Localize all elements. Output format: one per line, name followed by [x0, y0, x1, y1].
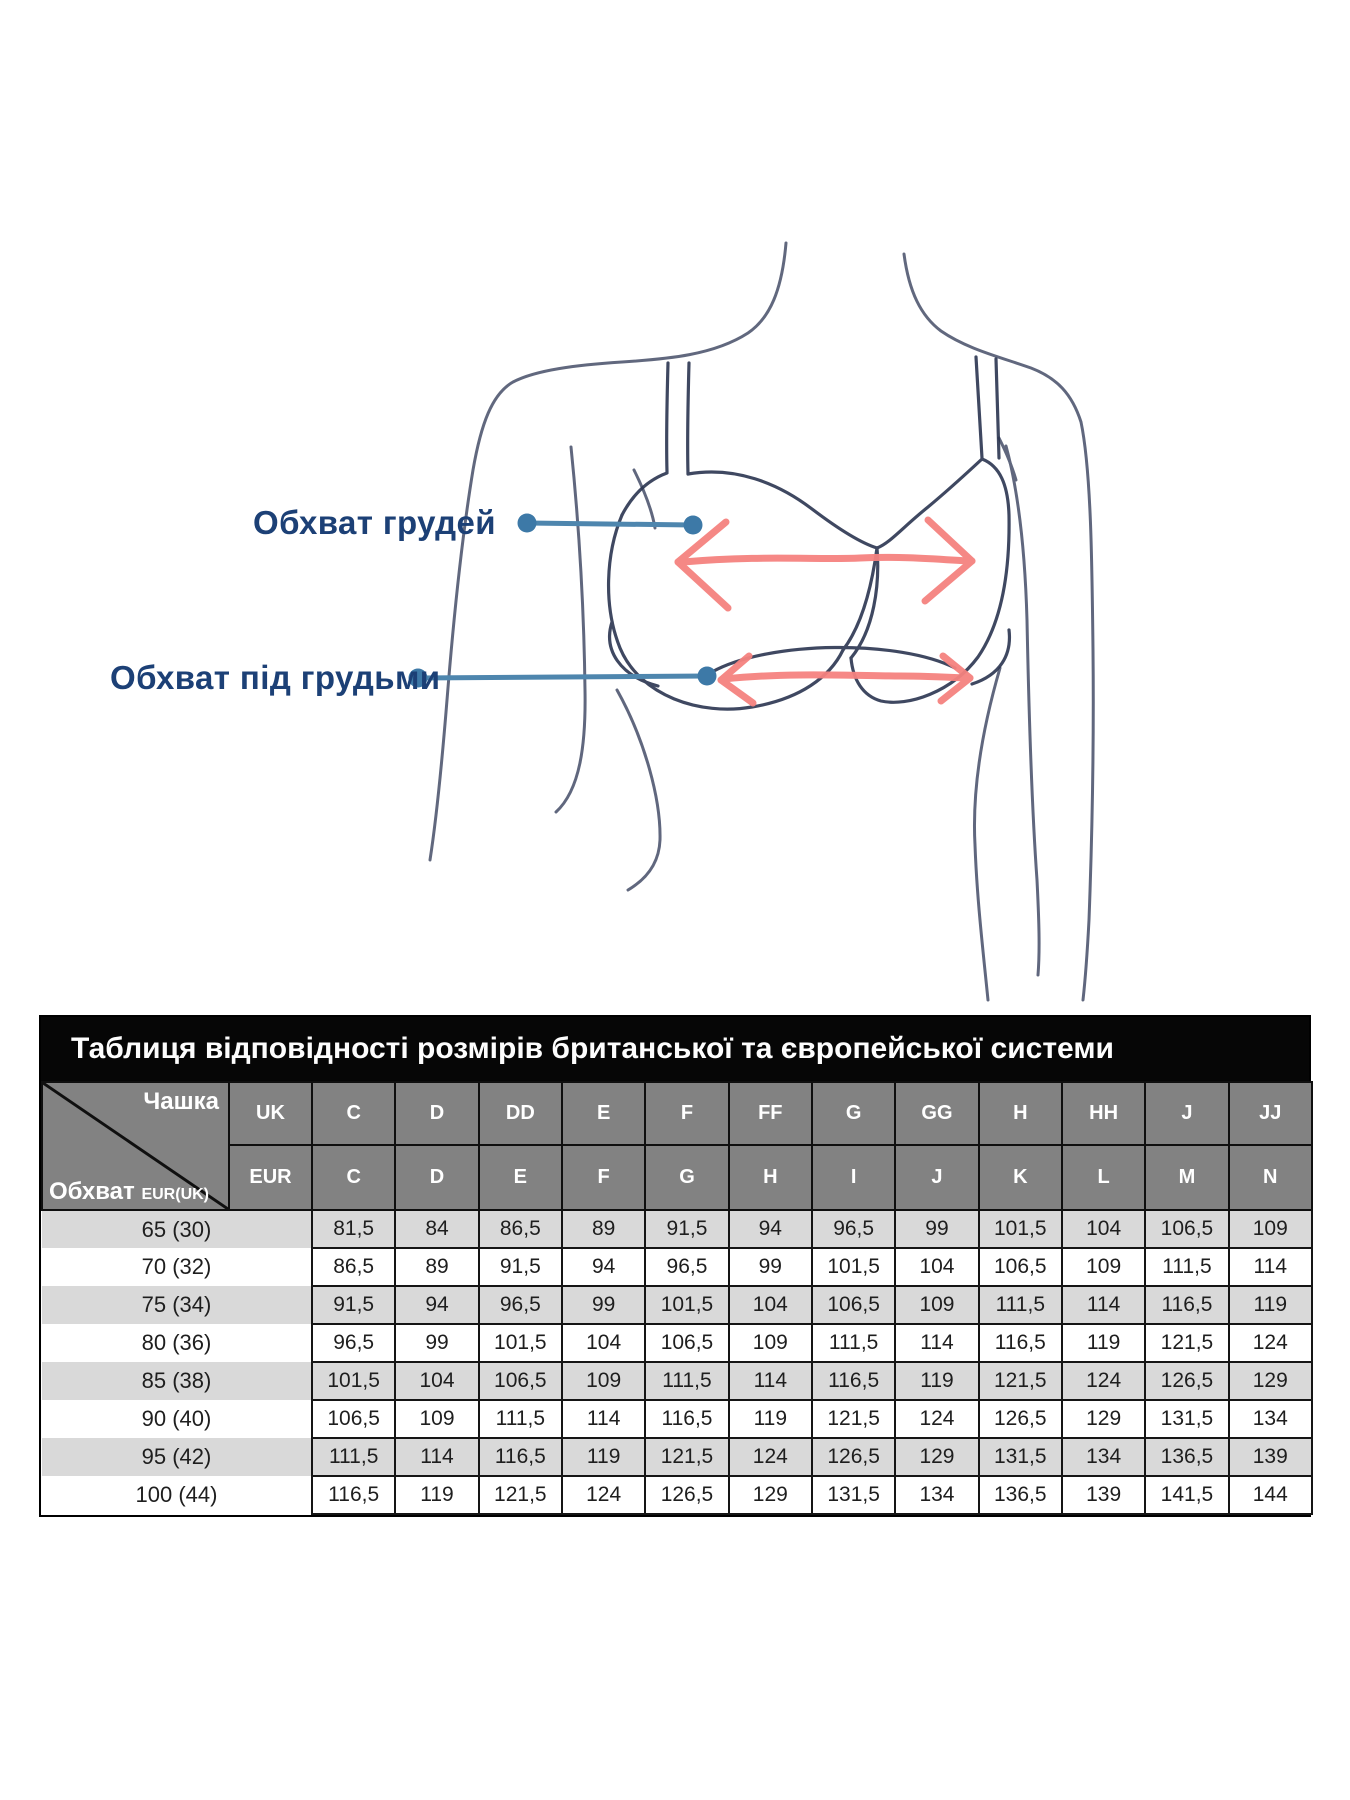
table-row [42, 1324, 1312, 1362]
eur-cup-header: D [395, 1145, 478, 1210]
eur-cup-header: N [1229, 1145, 1312, 1210]
measurement-cell: 111,5 [479, 1400, 562, 1438]
measurement-cell: 99 [562, 1286, 645, 1324]
band-size-label: 80 (36) [42, 1324, 312, 1362]
measurement-cell: 106,5 [479, 1362, 562, 1400]
measurement-cell: 109 [1062, 1248, 1145, 1286]
measurement-cell: 116,5 [979, 1324, 1062, 1362]
corner-cell [42, 1082, 229, 1210]
measurement-cell: 121,5 [1145, 1324, 1228, 1362]
measurement-cell: 134 [1062, 1438, 1145, 1476]
table-title: Таблиця відповідності розмірів британської та європейської системи [71, 1032, 1114, 1065]
measurement-cell: 131,5 [979, 1438, 1062, 1476]
measurement-cell: 81,5 [312, 1210, 395, 1248]
measurement-cell: 84 [395, 1210, 478, 1248]
measurement-cell: 109 [395, 1400, 478, 1438]
measurement-cell: 116,5 [812, 1362, 895, 1400]
measurement-cell: 86,5 [479, 1210, 562, 1248]
measurement-cell: 104 [729, 1286, 812, 1324]
bust-girth-label: Обхват грудей [253, 504, 496, 541]
measurement-cell: 121,5 [979, 1362, 1062, 1400]
uk-cup-header: H [979, 1082, 1062, 1145]
measurement-cell: 131,5 [1145, 1400, 1228, 1438]
figure-line-art [430, 243, 1093, 1000]
measurement-cell: 121,5 [645, 1438, 728, 1476]
measurement-cell: 124 [729, 1438, 812, 1476]
measurement-cell: 99 [395, 1324, 478, 1362]
measurement-cell: 144 [1229, 1476, 1312, 1514]
underbust-measure-arrow [721, 656, 970, 703]
eur-cup-header: K [979, 1145, 1062, 1210]
uk-cup-header: J [1145, 1082, 1228, 1145]
measurement-cell: 96,5 [645, 1248, 728, 1286]
uk-cup-header: HH [1062, 1082, 1145, 1145]
underbust-girth-label: Обхват під грудьми [110, 659, 441, 696]
measurement-cell: 89 [395, 1248, 478, 1286]
eur-system-label: EUR [229, 1145, 312, 1210]
uk-system-label: UK [229, 1082, 312, 1145]
measurement-cell: 126,5 [812, 1438, 895, 1476]
measurement-cell: 121,5 [479, 1476, 562, 1514]
measurement-cell: 114 [895, 1324, 978, 1362]
measurement-cell: 104 [395, 1362, 478, 1400]
measurement-cell: 86,5 [312, 1248, 395, 1286]
uk-cup-header: D [395, 1082, 478, 1145]
measurement-cell: 119 [395, 1476, 478, 1514]
measurement-cell: 106,5 [312, 1400, 395, 1438]
measurement-cell: 119 [729, 1400, 812, 1438]
eur-cup-header: M [1145, 1145, 1228, 1210]
measurement-cell: 106,5 [645, 1324, 728, 1362]
measurement-cell: 124 [895, 1400, 978, 1438]
measurement-cell: 111,5 [645, 1362, 728, 1400]
measurement-cell: 116,5 [1145, 1286, 1228, 1324]
measurement-cell: 114 [729, 1362, 812, 1400]
measurement-cell: 111,5 [812, 1324, 895, 1362]
uk-cup-header: C [312, 1082, 395, 1145]
measurement-cell: 139 [1062, 1476, 1145, 1514]
measurement-cell: 96,5 [479, 1286, 562, 1324]
band-size-label: 70 (32) [42, 1248, 312, 1286]
table-row [42, 1438, 1312, 1476]
corner-girth-label: Обхват EUR(UK) [49, 1178, 209, 1205]
eur-cup-header: I [812, 1145, 895, 1210]
measurement-cell: 114 [1229, 1248, 1312, 1286]
band-size-label: 90 (40) [42, 1400, 312, 1438]
measurement-cell: 116,5 [479, 1438, 562, 1476]
measurement-cell: 129 [1062, 1400, 1145, 1438]
bust-callout-line [518, 514, 703, 535]
table-row [42, 1400, 1312, 1438]
measurement-cell: 109 [729, 1324, 812, 1362]
measurement-cell: 141,5 [1145, 1476, 1228, 1514]
measurement-cell: 111,5 [312, 1438, 395, 1476]
measurement-cell: 126,5 [645, 1476, 728, 1514]
measurement-cell: 109 [1229, 1210, 1312, 1248]
measurement-cell: 124 [562, 1476, 645, 1514]
corner-cup-label: Чашка [143, 1088, 219, 1115]
measurement-cell: 96,5 [312, 1324, 395, 1362]
measurement-cell: 119 [1062, 1324, 1145, 1362]
uk-cup-header: FF [729, 1082, 812, 1145]
measurement-cell: 94 [562, 1248, 645, 1286]
eur-cup-header: J [895, 1145, 978, 1210]
band-size-label: 85 (38) [42, 1362, 312, 1400]
measurement-cell: 124 [1229, 1324, 1312, 1362]
measurement-cell: 94 [729, 1210, 812, 1248]
uk-cup-header: JJ [1229, 1082, 1312, 1145]
uk-cup-header: GG [895, 1082, 978, 1145]
eur-cup-header: L [1062, 1145, 1145, 1210]
measurement-cell: 94 [395, 1286, 478, 1324]
table-row [42, 1286, 1312, 1324]
measurement-cell: 114 [562, 1400, 645, 1438]
measurement-cell: 119 [562, 1438, 645, 1476]
measurement-cell: 101,5 [312, 1362, 395, 1400]
measurement-cell: 106,5 [979, 1248, 1062, 1286]
measurement-cell: 119 [1229, 1286, 1312, 1324]
measurement-cell: 136,5 [979, 1476, 1062, 1514]
measurement-cell: 109 [895, 1286, 978, 1324]
table-title-bar [41, 1017, 1309, 1081]
bust-measure-arrow [678, 520, 972, 608]
measurement-cell: 109 [562, 1362, 645, 1400]
table-row [42, 1362, 1312, 1400]
bra-line-art [609, 357, 1010, 709]
band-size-label: 65 (30) [42, 1210, 312, 1248]
size-table-wrap [39, 1015, 1311, 1517]
measurement-cell: 114 [395, 1438, 478, 1476]
band-size-label: 95 (42) [42, 1438, 312, 1476]
measurement-cell: 119 [895, 1362, 978, 1400]
measurement-cell: 104 [895, 1248, 978, 1286]
eur-cup-header: G [645, 1145, 728, 1210]
measurement-cell: 126,5 [979, 1400, 1062, 1438]
measurement-cell: 91,5 [645, 1210, 728, 1248]
measurement-cell: 99 [729, 1248, 812, 1286]
measurement-cell: 139 [1229, 1438, 1312, 1476]
table-row [42, 1248, 1312, 1286]
uk-cup-header: G [812, 1082, 895, 1145]
measurement-cell: 134 [895, 1476, 978, 1514]
measurement-cell: 129 [895, 1438, 978, 1476]
table-row [42, 1210, 1312, 1248]
measurement-cell: 101,5 [812, 1248, 895, 1286]
measurement-cell: 111,5 [1145, 1248, 1228, 1286]
measurement-cell: 89 [562, 1210, 645, 1248]
measurement-cell: 101,5 [645, 1286, 728, 1324]
eur-cup-header: H [729, 1145, 812, 1210]
measurement-cell: 134 [1229, 1400, 1312, 1438]
measurement-cell: 116,5 [312, 1476, 395, 1514]
uk-cup-header: DD [479, 1082, 562, 1145]
uk-cup-header: E [562, 1082, 645, 1145]
table-row [42, 1476, 1312, 1514]
eur-cup-header: F [562, 1145, 645, 1210]
measurement-cell: 104 [562, 1324, 645, 1362]
eur-cup-header: C [312, 1145, 395, 1210]
measurement-cell: 114 [1062, 1286, 1145, 1324]
measurement-cell: 96,5 [812, 1210, 895, 1248]
measurement-cell: 91,5 [312, 1286, 395, 1324]
measurement-cell: 91,5 [479, 1248, 562, 1286]
measurement-cell: 126,5 [1145, 1362, 1228, 1400]
measurement-cell: 99 [895, 1210, 978, 1248]
measurement-cell: 121,5 [812, 1400, 895, 1438]
measurement-cell: 106,5 [1145, 1210, 1228, 1248]
band-size-label: 75 (34) [42, 1286, 312, 1324]
measurement-cell: 129 [1229, 1362, 1312, 1400]
measurement-cell: 101,5 [479, 1324, 562, 1362]
eur-cup-header: E [479, 1145, 562, 1210]
measurement-cell: 106,5 [812, 1286, 895, 1324]
underbust-callout-line [409, 667, 717, 688]
size-table [41, 1081, 1313, 1515]
measurement-cell: 101,5 [979, 1210, 1062, 1248]
band-size-label: 100 (44) [42, 1476, 312, 1514]
measurement-cell: 116,5 [645, 1400, 728, 1438]
uk-cup-header: F [645, 1082, 728, 1145]
measurement-cell: 111,5 [979, 1286, 1062, 1324]
measurement-cell: 131,5 [812, 1476, 895, 1514]
measurement-cell: 136,5 [1145, 1438, 1228, 1476]
measurement-cell: 104 [1062, 1210, 1145, 1248]
measurement-cell: 129 [729, 1476, 812, 1514]
measurement-cell: 124 [1062, 1362, 1145, 1400]
